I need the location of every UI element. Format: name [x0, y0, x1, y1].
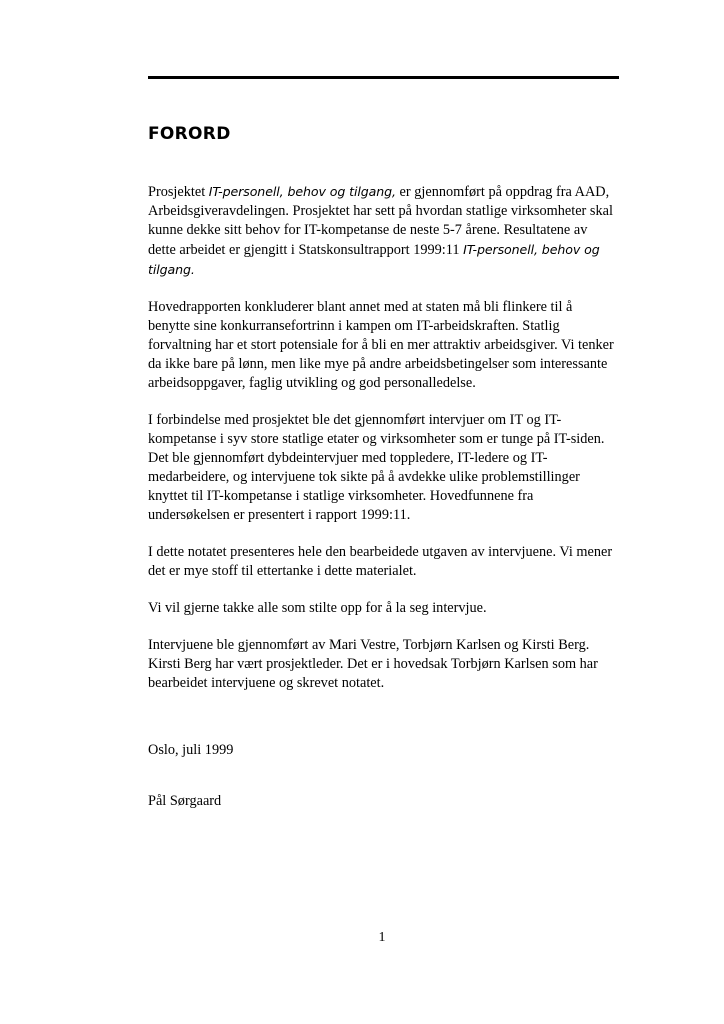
signature: Pål Sørgaard — [148, 793, 222, 809]
paragraph-4: I dette notatet presenteres hele den bearbeidede utgaven av intervjuene. Vi mener det er mye stoff til ettertanke i dette materialet. — [148, 544, 613, 579]
page-heading: FORORD — [148, 124, 231, 144]
body-text — [148, 182, 618, 829]
paragraph-5: Vi vil gjerne takke alle som stilte opp for å la seg intervjue. — [148, 600, 487, 616]
p1-title-italic: IT-personell, behov og tilgang, — [208, 184, 396, 199]
p1-text-c: er gjennomført på oppdrag fra AAD, Arbeidsgiveravdelingen. Prosjektet har sett på hvordan statlige virksomheter skal kunne dekke sitt behov for IT-kompetanse de neste 5-7 årene. Resultatene av dette arbeidet er gjengitt i Statskonsultrapport 1999:11 — [148, 184, 613, 258]
p1-text-a: Prosjektet — [148, 184, 209, 200]
paragraph-2: Hovedrapporten konkluderer blant annet med at staten må bli flinkere til å benytte sine konkurransefortrinn i kampen om IT-arbeidskraften. Statlig forvaltning har et stort potensiale for å bli en mer attraktiv arbeidsgiver. Vi tenker da ikke bare på lønn, men like mye på andre arbeidsbetingelser som interessante arbeidsoppgaver, faglig utvikling og god personalledelse. — [148, 299, 614, 391]
page-number: 1 — [378, 930, 386, 945]
top-rule — [148, 76, 619, 79]
paragraph-6: Intervjuene ble gjennomført av Mari Vestre, Torbjørn Karlsen og Kirsti Berg. Kirsti Berg har vært prosjektleder. Det er i hovedsak Torbjørn Karlsen som har bearbeidet intervjuene og skrevet notatet. — [148, 637, 598, 691]
place-date: Oslo, juli 1999 — [148, 742, 234, 758]
p1-report-title-italic: IT-personell, behov og tilgang. — [148, 242, 600, 277]
paragraph-1 — [148, 182, 618, 280]
paragraph-3: I forbindelse med prosjektet ble det gjennomført intervjuer om IT og IT-kompetanse i syv store statlige etater og virksomheter som er tunge på IT-siden. Det ble gjennomført dybdeintervjuer med toppledere, IT-ledere og IT-medarbeidere, og intervjuene tok sikte på å avdekke ulike problemstillinger knyttet til IT-kompetanse i statlige virksomheter. Hovedfunnene fra undersøkelsen er presentert i rapport 1999:11. — [148, 412, 605, 523]
